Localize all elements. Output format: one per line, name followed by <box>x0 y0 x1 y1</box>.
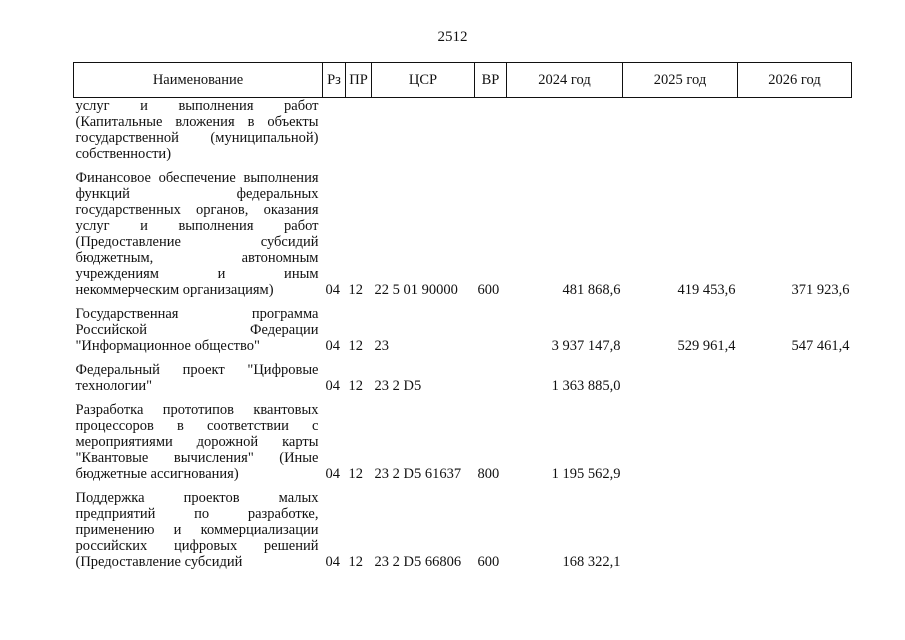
row-name-line: услуг и выполнения работ <box>75 218 319 234</box>
column-header-2025: 2025 год <box>623 63 738 98</box>
column-header-pr: ПР <box>346 63 372 98</box>
row-pr: 12 <box>348 282 363 298</box>
row-2024-value: 1 363 885,0 <box>551 378 621 394</box>
column-header-vr: ВР <box>475 63 507 98</box>
row-2026-value <box>738 402 852 490</box>
table-body <box>74 98 852 571</box>
column-header-2026: 2026 год <box>738 63 852 98</box>
row-name-line: применению и коммерциализации <box>75 522 319 538</box>
row-2024-value <box>507 98 623 171</box>
header-row <box>74 63 852 98</box>
column-header-2024: 2024 год <box>507 63 623 98</box>
row-name-line: предприятий по разработке, <box>75 506 319 522</box>
column-header-csr: ЦСР <box>372 63 475 98</box>
row-rz <box>323 98 346 171</box>
row-name-line: функций федеральных <box>75 186 319 202</box>
row-vr <box>475 306 507 362</box>
row-name-line: российских цифровых решений <box>75 538 319 554</box>
row-name-line: (Предоставление субсидий <box>75 234 319 250</box>
row-csr <box>372 98 475 171</box>
row-name-line: бюджетным, автономным <box>75 250 319 266</box>
page-number: 2512 <box>437 29 468 45</box>
row-rz: 04 <box>325 338 340 354</box>
row-2024-value: 481 868,6 <box>562 282 621 298</box>
row-name <box>74 306 323 362</box>
row-name-line: мероприятиями дорожной карты <box>75 434 319 450</box>
table-row <box>74 306 852 362</box>
row-name-line: (Капитальные вложения в объекты <box>75 114 319 130</box>
row-2024-value: 1 195 562,9 <box>551 466 621 482</box>
row-2025-value <box>623 98 738 171</box>
row-2026-value <box>738 362 852 402</box>
row-vr <box>475 362 507 402</box>
row-2026-value <box>738 98 852 171</box>
row-name-line: Разработка прототипов квантовых <box>75 402 319 418</box>
table-row <box>74 98 852 171</box>
row-csr: 22 5 01 90000 <box>374 282 458 298</box>
row-pr <box>346 98 372 171</box>
row-vr: 600 <box>477 554 500 570</box>
row-name-line: технологии" <box>75 378 153 394</box>
row-name <box>74 98 323 171</box>
row-name-line: (Предоставление субсидий <box>75 554 243 570</box>
row-name-line: некоммерческим организациям) <box>75 282 274 298</box>
table-row <box>74 490 852 570</box>
column-header-rz: Рз <box>323 63 346 98</box>
row-name-line: Федеральный проект "Цифровые <box>75 362 319 378</box>
row-2026-value: 371 923,6 <box>791 282 850 298</box>
row-2025-value: 529 961,4 <box>677 338 736 354</box>
row-name-line: государственных органов, оказания <box>75 202 319 218</box>
row-name <box>74 490 323 570</box>
row-pr: 12 <box>348 378 363 394</box>
row-rz: 04 <box>325 282 340 298</box>
row-rz: 04 <box>325 466 340 482</box>
row-2026-value <box>738 490 852 570</box>
row-csr: 23 <box>374 338 389 354</box>
row-name-line: Финансовое обеспечение выполнения <box>75 170 319 186</box>
row-pr: 12 <box>348 554 363 570</box>
column-header-name: Наименование <box>74 63 323 98</box>
row-name <box>74 402 323 490</box>
row-name-line: Российской Федерации <box>75 322 319 338</box>
row-name-line: собственности) <box>75 146 172 162</box>
row-2024-value: 3 937 147,8 <box>551 338 621 354</box>
table-row <box>74 170 852 306</box>
row-vr: 600 <box>477 282 500 298</box>
row-name-line: Государственная программа <box>75 306 319 322</box>
row-2025-value <box>623 402 738 490</box>
row-vr <box>475 98 507 171</box>
row-2025-value <box>623 490 738 570</box>
row-name-line: Поддержка проектов малых <box>75 490 319 506</box>
row-rz: 04 <box>325 554 340 570</box>
row-pr: 12 <box>348 338 363 354</box>
row-name-line: государственной (муниципальной) <box>75 130 319 146</box>
row-2025-value <box>623 362 738 402</box>
row-name-line: бюджетные ассигнования) <box>75 466 239 482</box>
table-row <box>74 362 852 402</box>
row-name-line: учреждениям и иным <box>75 266 319 282</box>
budget-table <box>73 62 852 570</box>
row-2025-value: 419 453,6 <box>677 282 736 298</box>
row-pr: 12 <box>348 466 363 482</box>
row-csr: 23 2 D5 61637 <box>374 466 462 482</box>
table-row <box>74 402 852 490</box>
row-vr: 800 <box>477 466 500 482</box>
row-csr: 23 2 D5 <box>374 378 422 394</box>
row-2024-value: 168 322,1 <box>562 554 621 570</box>
row-name-line: "Квантовые вычисления" (Иные <box>75 450 319 466</box>
row-name-line: процессоров в соответствии с <box>75 418 319 434</box>
row-2026-value: 547 461,4 <box>791 338 850 354</box>
row-csr: 23 2 D5 66806 <box>374 554 462 570</box>
row-name-line: "Информационное общество" <box>75 338 260 354</box>
row-name-line: услуг и выполнения работ <box>75 98 319 114</box>
row-rz: 04 <box>325 378 340 394</box>
row-name <box>74 362 323 402</box>
row-name <box>74 170 323 306</box>
